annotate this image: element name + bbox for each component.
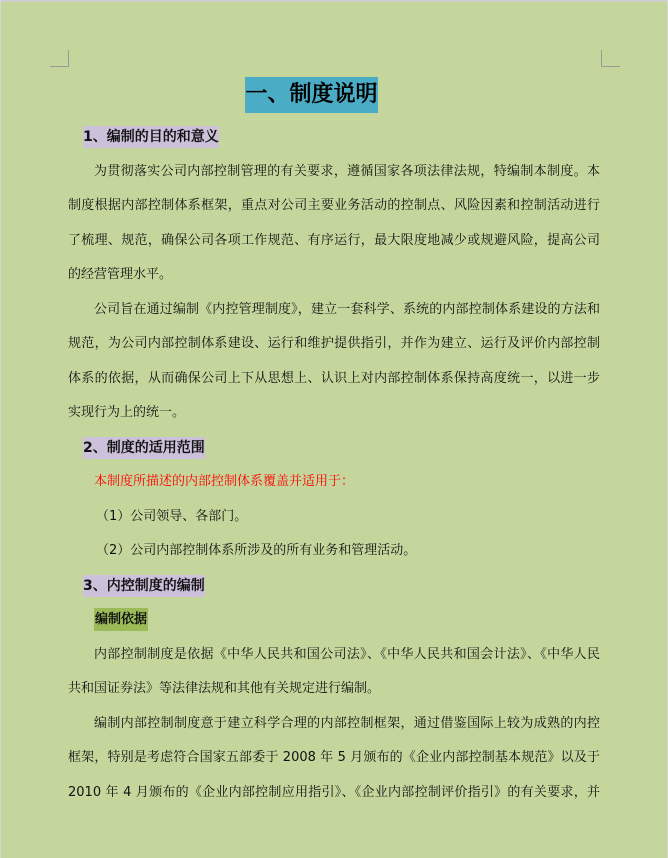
paragraph xyxy=(68,707,600,811)
text-line: 了梳理、规范，确保公司各项工作规范、有序运行，最大限度地减少或规避风险，提高公司 xyxy=(68,232,600,248)
text-line: 2010 年 4 月颁布的《企业内部控制应用指引》、《企业内部控制评价指引》的有关要求，并 xyxy=(68,784,600,800)
scope-item: （1）公司领导、各部门。 xyxy=(96,508,248,524)
page-left-edge xyxy=(0,0,1,858)
section-heading-text: 2、制度的适用范围 xyxy=(83,437,205,459)
section-heading-text: 3、内控制度的编制 xyxy=(83,575,205,597)
document-title: 一、制度说明 xyxy=(245,77,378,113)
section-heading-2 xyxy=(68,431,600,466)
section-heading-text: 1、编制的目的和意义 xyxy=(83,126,219,148)
paragraph xyxy=(68,638,600,707)
section-heading-3 xyxy=(68,569,600,604)
window-top-border xyxy=(0,0,668,2)
margin-corner-mark-left xyxy=(50,50,69,67)
document-body xyxy=(68,120,600,810)
scope-item: （2）公司内部控制体系所涉及的所有业务和管理活动。 xyxy=(96,543,417,558)
text-line: 制度根据内部控制体系框架，重点对公司主要业务活动的控制点、风险因素和控制活动进行 xyxy=(68,198,600,213)
subheading xyxy=(68,603,600,638)
text-line: 编制内部控制制度意于建立科学合理的内部控制框架，通过借鉴国际上较为成熟的内控 xyxy=(94,715,600,731)
margin-corner-mark-right xyxy=(601,50,620,67)
text-line: 为贯彻落实公司内部控制管理的有关要求，遵循国家各项法律法规，特编制本制度。本 xyxy=(94,163,600,179)
scope-intro: 本制度所描述的内部控制体系覆盖并适用于： xyxy=(94,474,355,489)
text-line: 公司旨在通过编制《内控管理制度》，建立一套科学、系统的内部控制体系建设的方法和 xyxy=(94,301,600,317)
text-line: 内部控制制度是依据《中华人民共和国公司法》、《中华人民共和国会计法》、《中华人民 xyxy=(94,646,600,662)
subheading-text: 编制依据 xyxy=(94,608,148,631)
text-line: 体系的依据，从而确保公司上下从思想上、认识上对内部控制体系保持高度统一，以进一步 xyxy=(68,370,600,386)
paragraph xyxy=(68,293,600,431)
text-line: 的经营管理水平。 xyxy=(68,267,173,282)
text-line: 框架，特别是考虑符合国家五部委于 2008 年 5 月颁布的《企业内部控制基本规范》以及于 xyxy=(68,750,600,765)
section-heading-1 xyxy=(68,120,600,155)
text-line: 规范，为公司内部控制体系建设、运行和维护提供指引，并作为建立、运行及评价内部控制 xyxy=(68,336,600,351)
text-line: 实现行为上的统一。 xyxy=(68,405,186,420)
paragraph xyxy=(68,155,600,293)
text-line: 共和国证券法》等法律法规和其他有关规定进行编制。 xyxy=(68,681,381,696)
